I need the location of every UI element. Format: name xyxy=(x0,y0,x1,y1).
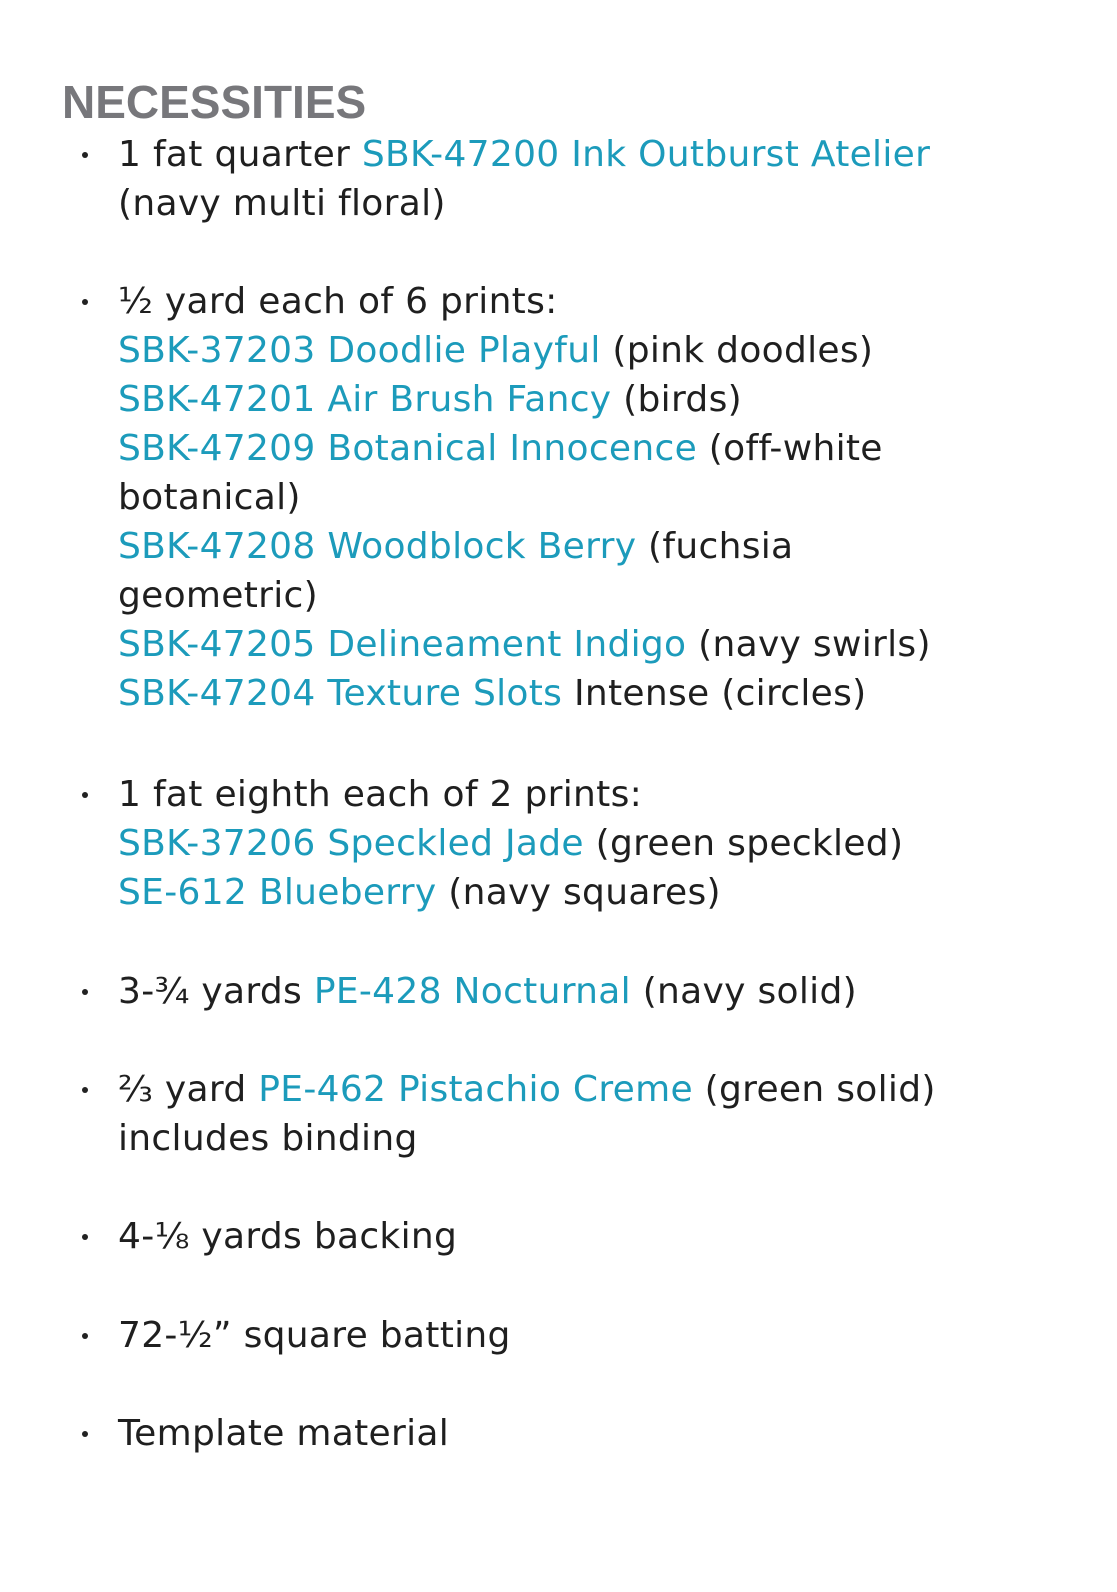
fabric-name: SBK-47204 Texture Slots xyxy=(118,673,563,714)
item-text: (fuchsia xyxy=(636,526,794,567)
list-item xyxy=(118,1065,1078,1163)
item-text: ½ yard each of 6 prints: xyxy=(118,281,558,322)
bullet-icon xyxy=(82,1431,88,1437)
item-text: (pink doodles) xyxy=(600,330,874,371)
item-line xyxy=(118,277,1078,326)
list-item xyxy=(118,1409,1078,1458)
item-text: 1 fat quarter xyxy=(118,134,362,175)
item-text: includes binding xyxy=(118,1118,418,1159)
item-line xyxy=(118,1409,1078,1458)
item-line xyxy=(118,1212,1078,1261)
bullet-icon xyxy=(82,299,88,305)
item-line xyxy=(118,669,1078,718)
fabric-name: SBK-47200 Ink Outburst Atelier xyxy=(361,134,931,175)
item-line xyxy=(118,130,1078,179)
bullet-icon xyxy=(82,1087,88,1093)
fabric-name: SBK-37206 Speckled Jade xyxy=(118,823,584,864)
bullet-icon xyxy=(82,792,88,798)
section-heading: NECESSITIES xyxy=(62,76,367,128)
list-item xyxy=(118,277,1078,718)
item-line xyxy=(118,326,1078,375)
list-item xyxy=(118,1212,1078,1261)
fabric-name: PE-428 Nocturnal xyxy=(313,971,631,1012)
list-item xyxy=(118,1311,1078,1360)
item-line xyxy=(118,819,1078,868)
item-line xyxy=(118,571,1078,620)
item-text: (navy swirls) xyxy=(686,624,931,665)
bullet-icon xyxy=(82,1333,88,1339)
item-line xyxy=(118,967,1078,1016)
bullet-icon xyxy=(82,152,88,158)
item-text: (navy squares) xyxy=(436,872,721,913)
item-text: (green speckled) xyxy=(583,823,904,864)
item-line xyxy=(118,620,1078,669)
item-text: Template material xyxy=(118,1413,450,1454)
list-item xyxy=(118,130,1078,228)
fabric-name: SBK-47209 Botanical Innocence xyxy=(118,428,698,469)
item-line xyxy=(118,1311,1078,1360)
item-text: (off-white xyxy=(697,428,883,469)
item-line xyxy=(118,375,1078,424)
fabric-name: SBK-47208 Woodblock Berry xyxy=(118,526,637,567)
item-line xyxy=(118,770,1078,819)
item-text: geometric) xyxy=(118,575,318,616)
item-text: 4-⅛ yards backing xyxy=(118,1216,458,1257)
item-text: (navy solid) xyxy=(630,971,857,1012)
item-line xyxy=(118,1114,1078,1163)
item-text: (birds) xyxy=(611,379,742,420)
bullet-icon xyxy=(82,1234,88,1240)
item-line xyxy=(118,473,1078,522)
item-line xyxy=(118,868,1078,917)
item-line xyxy=(118,179,1078,228)
list-item xyxy=(118,967,1078,1016)
item-line xyxy=(118,424,1078,473)
fabric-name: SBK-47201 Air Brush Fancy xyxy=(118,379,612,420)
fabric-name: SE-612 Blueberry xyxy=(118,872,437,913)
bullet-icon xyxy=(82,989,88,995)
item-text: 72-½” square batting xyxy=(118,1315,511,1356)
item-text: ⅔ yard xyxy=(118,1069,259,1110)
fabric-name: SBK-47205 Delineament Indigo xyxy=(118,624,687,665)
list-item xyxy=(118,770,1078,917)
item-text: 1 fat eighth each of 2 prints: xyxy=(118,774,643,815)
item-line xyxy=(118,1065,1078,1114)
item-line xyxy=(118,522,1078,571)
item-text: (green solid) xyxy=(692,1069,936,1110)
fabric-name: PE-462 Pistachio Creme xyxy=(258,1069,693,1110)
item-text: 3-¾ yards xyxy=(118,971,314,1012)
fabric-name: SBK-37203 Doodlie Playful xyxy=(118,330,601,371)
item-text: Intense (circles) xyxy=(562,673,867,714)
item-text: botanical) xyxy=(118,477,301,518)
item-text: (navy multi floral) xyxy=(118,183,446,224)
